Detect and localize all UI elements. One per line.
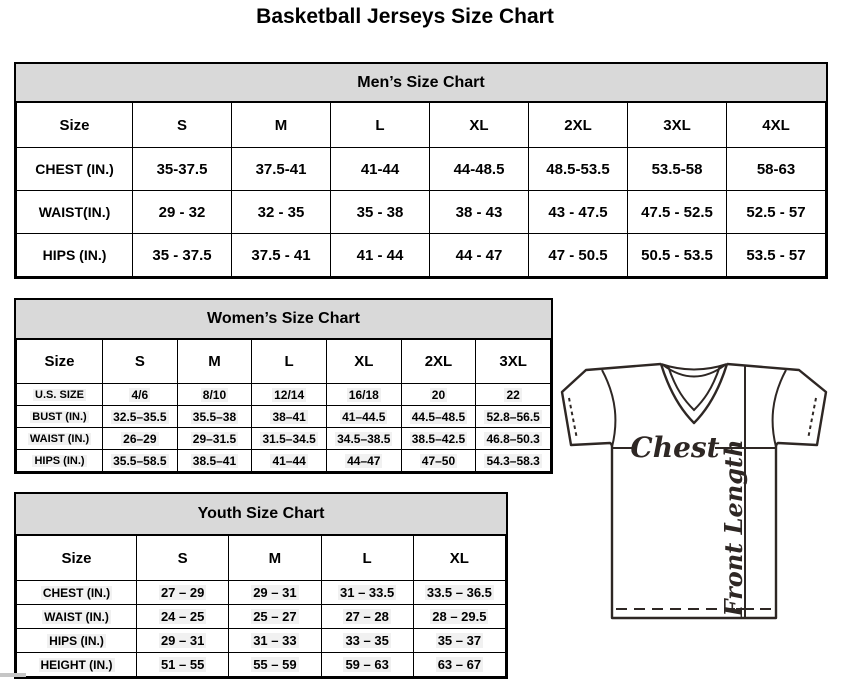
size-value: 41–44.5	[326, 406, 401, 428]
size-corner-label: Size	[17, 536, 137, 581]
left-sleeve-seam	[602, 370, 615, 447]
size-value: 48.5-53.5	[529, 148, 628, 191]
measurement-row	[17, 191, 826, 234]
size-value: 22	[476, 384, 551, 406]
youth-size-chart-title: Youth Size Chart	[16, 494, 506, 535]
size-value: 47–50	[401, 450, 476, 472]
size-value: 43 - 47.5	[529, 191, 628, 234]
size-value: 4/6	[103, 384, 178, 406]
mens-size-chart-title: Men’s Size Chart	[16, 64, 826, 102]
size-value: 44.5–48.5	[401, 406, 476, 428]
measurement-row	[17, 653, 506, 677]
womens-size-chart-title: Women’s Size Chart	[16, 300, 551, 339]
row-label: CHEST (IN.)	[17, 581, 137, 605]
womens-size-chart	[14, 298, 553, 474]
size-value: 25 – 27	[229, 605, 321, 629]
size-value: 16/18	[326, 384, 401, 406]
size-value: 51 – 55	[137, 653, 229, 677]
size-header-row	[17, 340, 551, 384]
size-value: 52.8–56.5	[476, 406, 551, 428]
row-label: CHEST (IN.)	[17, 148, 133, 191]
size-value: 32 - 35	[232, 191, 331, 234]
size-value: 28 – 29.5	[413, 605, 505, 629]
size-value: 20	[401, 384, 476, 406]
size-value: 35 - 38	[331, 191, 430, 234]
size-column-header: 3XL	[476, 340, 551, 384]
size-value: 29 – 31	[137, 629, 229, 653]
size-value: 27 – 29	[137, 581, 229, 605]
size-value: 37.5-41	[232, 148, 331, 191]
size-value: 27 – 28	[321, 605, 413, 629]
collar-arc-outer	[661, 364, 727, 370]
size-value: 47.5 - 52.5	[628, 191, 727, 234]
size-column-header: L	[321, 536, 413, 581]
size-value: 50.5 - 53.5	[628, 234, 727, 277]
size-value: 41–44	[252, 450, 327, 472]
scrollbar-fragment[interactable]	[0, 673, 26, 677]
chest-label: Chest	[630, 431, 720, 464]
size-column-header: S	[137, 536, 229, 581]
size-column-header: XL	[326, 340, 401, 384]
size-column-header: 2XL	[529, 103, 628, 148]
size-column-header: XL	[430, 103, 529, 148]
size-value: 35.5–38	[177, 406, 252, 428]
size-value: 38.5–42.5	[401, 428, 476, 450]
size-value: 41 - 44	[331, 234, 430, 277]
jersey-body-outline	[562, 364, 826, 618]
size-column-header: M	[229, 536, 321, 581]
measurement-row	[17, 629, 506, 653]
size-value: 58-63	[727, 148, 826, 191]
size-value: 38 - 43	[430, 191, 529, 234]
size-value: 31 – 33	[229, 629, 321, 653]
size-value: 44–47	[326, 450, 401, 472]
page-title: Basketball Jerseys Size Chart	[256, 5, 554, 28]
size-corner-label: Size	[17, 340, 103, 384]
size-value: 55 – 59	[229, 653, 321, 677]
measurement-row	[17, 605, 506, 629]
size-column-header: S	[103, 340, 178, 384]
measurement-row	[17, 428, 551, 450]
row-label: WAIST(IN.)	[17, 191, 133, 234]
front-length-label: Front Length	[719, 439, 748, 617]
size-value: 37.5 - 41	[232, 234, 331, 277]
size-column-header: 2XL	[401, 340, 476, 384]
left-cuff-dashed-line	[569, 398, 577, 439]
size-value: 41-44	[331, 148, 430, 191]
measurement-row	[17, 384, 551, 406]
size-value: 53.5-58	[628, 148, 727, 191]
size-column-header: S	[133, 103, 232, 148]
size-value: 32.5–35.5	[103, 406, 178, 428]
size-value: 26–29	[103, 428, 178, 450]
mens-size-table	[16, 102, 826, 277]
jersey-outline-svg	[550, 348, 835, 633]
size-value: 53.5 - 57	[727, 234, 826, 277]
size-column-header: M	[177, 340, 252, 384]
size-value: 33.5 – 36.5	[413, 581, 505, 605]
size-value: 35 – 37	[413, 629, 505, 653]
size-value: 46.8–50.3	[476, 428, 551, 450]
size-value: 31.5–34.5	[252, 428, 327, 450]
size-value: 29 - 32	[133, 191, 232, 234]
size-value: 44-48.5	[430, 148, 529, 191]
size-value: 63 – 67	[413, 653, 505, 677]
row-label: HIPS (IN.)	[17, 450, 103, 472]
size-value: 24 – 25	[137, 605, 229, 629]
size-value: 38.5–41	[177, 450, 252, 472]
row-label: WAIST (IN.)	[17, 428, 103, 450]
row-label: WAIST (IN.)	[17, 605, 137, 629]
size-value: 35-37.5	[133, 148, 232, 191]
size-value: 33 – 35	[321, 629, 413, 653]
size-value: 47 - 50.5	[529, 234, 628, 277]
row-label: HIPS (IN.)	[17, 234, 133, 277]
size-value: 12/14	[252, 384, 327, 406]
youth-size-table	[16, 535, 506, 677]
size-column-header: M	[232, 103, 331, 148]
size-header-row	[17, 103, 826, 148]
measurement-row	[17, 406, 551, 428]
jersey-diagram	[550, 348, 835, 633]
measurement-row	[17, 581, 506, 605]
row-label: U.S. SIZE	[17, 384, 103, 406]
size-value: 31 – 33.5	[321, 581, 413, 605]
mens-size-chart	[14, 62, 828, 279]
size-value: 54.3–58.3	[476, 450, 551, 472]
size-value: 34.5–38.5	[326, 428, 401, 450]
size-column-header: L	[252, 340, 327, 384]
size-value: 8/10	[177, 384, 252, 406]
size-column-header: 4XL	[727, 103, 826, 148]
size-value: 52.5 - 57	[727, 191, 826, 234]
right-sleeve-seam	[773, 370, 786, 447]
size-value: 44 - 47	[430, 234, 529, 277]
row-label: HEIGHT (IN.)	[17, 653, 137, 677]
size-column-header: L	[331, 103, 430, 148]
womens-size-table	[16, 339, 551, 472]
right-cuff-dashed-line	[808, 398, 816, 439]
size-column-header: 3XL	[628, 103, 727, 148]
measurement-row	[17, 234, 826, 277]
size-value: 59 – 63	[321, 653, 413, 677]
size-header-row	[17, 536, 506, 581]
youth-size-chart	[14, 492, 508, 679]
measurement-row	[17, 148, 826, 191]
row-label: HIPS (IN.)	[17, 629, 137, 653]
size-value: 29–31.5	[177, 428, 252, 450]
size-column-header: XL	[413, 536, 505, 581]
size-corner-label: Size	[17, 103, 133, 148]
size-value: 38–41	[252, 406, 327, 428]
measurement-row	[17, 450, 551, 472]
size-value: 35.5–58.5	[103, 450, 178, 472]
row-label: BUST (IN.)	[17, 406, 103, 428]
size-value: 29 – 31	[229, 581, 321, 605]
size-value: 35 - 37.5	[133, 234, 232, 277]
